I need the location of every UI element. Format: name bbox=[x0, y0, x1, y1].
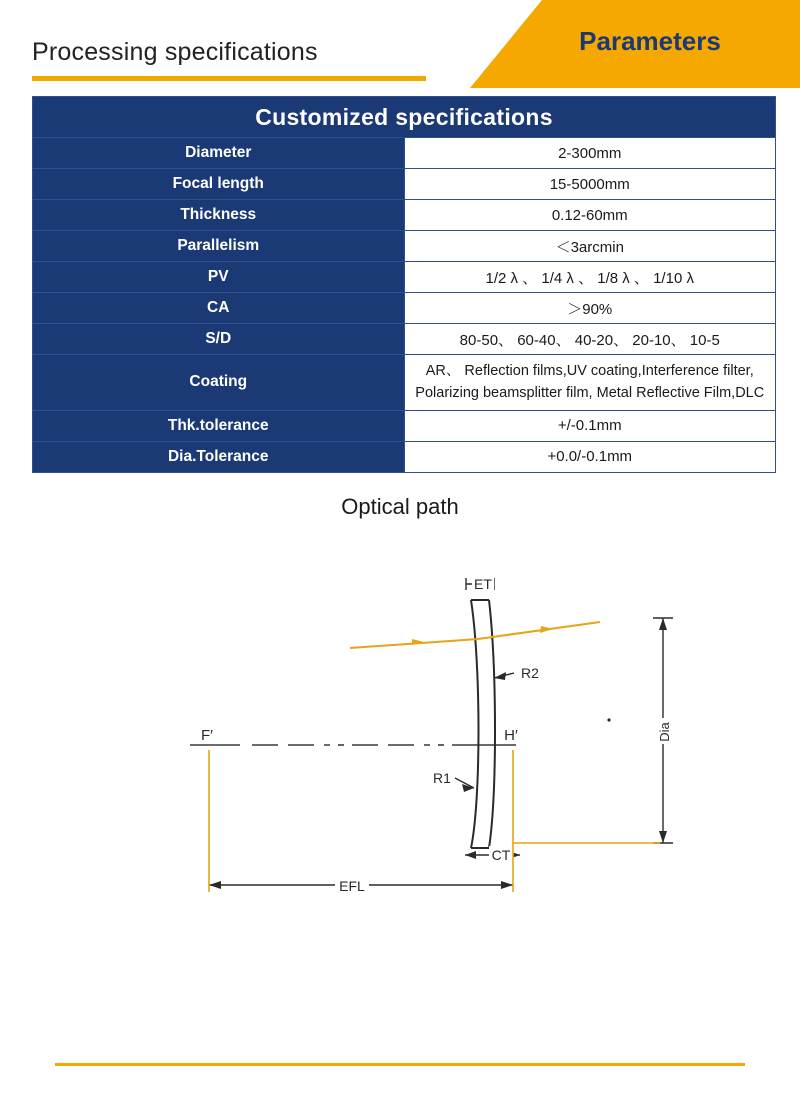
optical-path-diagram bbox=[0, 560, 800, 950]
efl-dimension bbox=[209, 750, 513, 895]
table-row bbox=[33, 231, 776, 262]
row-value-sd: 80-50、 60-40、 40-20、 20-10、 10-5 bbox=[404, 324, 776, 355]
row-label-dia-tolerance: Dia.Tolerance bbox=[33, 441, 405, 472]
table-title: Customized specifications bbox=[33, 97, 776, 138]
row-value-thk-tolerance: +/-0.1mm bbox=[404, 410, 776, 441]
table-row bbox=[33, 355, 776, 411]
et-dimension bbox=[466, 575, 494, 592]
row-label-ca: CA bbox=[33, 293, 405, 324]
title-underline bbox=[32, 76, 426, 81]
specifications-table-container bbox=[32, 96, 776, 473]
row-value-focal-length: 15-5000mm bbox=[404, 169, 776, 200]
r2-leader bbox=[494, 665, 539, 681]
row-label-coating: Coating bbox=[33, 355, 405, 411]
table-row bbox=[33, 441, 776, 472]
row-value-pv: 1/2 λ 、 1/4 λ 、 1/8 λ 、 1/10 λ bbox=[404, 262, 776, 293]
row-value-diameter: 2-300mm bbox=[404, 138, 776, 169]
label-f-prime: F′ bbox=[201, 727, 213, 744]
row-label-focal-length: Focal length bbox=[33, 169, 405, 200]
label-r1: R1 bbox=[433, 770, 451, 786]
table-header-row bbox=[33, 97, 776, 138]
row-value-coating bbox=[404, 355, 776, 411]
table-row bbox=[33, 200, 776, 231]
row-value-ca: ＞90% bbox=[404, 293, 776, 324]
table-row bbox=[33, 262, 776, 293]
dia-dimension bbox=[607, 618, 673, 843]
page-title: Processing specifications bbox=[32, 38, 318, 66]
banner-title: Parameters bbox=[579, 26, 721, 56]
row-value-thickness: 0.12-60mm bbox=[404, 200, 776, 231]
label-et: ET bbox=[474, 576, 492, 592]
f-prime-marker bbox=[201, 727, 213, 744]
row-label-thk-tolerance: Thk.tolerance bbox=[33, 410, 405, 441]
footer-divider bbox=[55, 1063, 745, 1066]
table-row bbox=[33, 138, 776, 169]
optical-path-title: Optical path bbox=[341, 494, 459, 519]
page-header bbox=[0, 0, 800, 88]
h-prime-marker bbox=[504, 727, 518, 744]
label-dia: Dia bbox=[657, 722, 672, 742]
label-efl: EFL bbox=[339, 878, 365, 894]
coating-line-2: Polarizing beamsplitter film, Metal Reflective Film,DLC bbox=[415, 385, 765, 402]
label-h-prime: H′ bbox=[504, 727, 518, 744]
label-ct: CT bbox=[491, 847, 511, 863]
row-value-dia-tolerance: +0.0/-0.1mm bbox=[404, 441, 776, 472]
specifications-table bbox=[32, 96, 776, 473]
table-row bbox=[33, 324, 776, 355]
row-label-diameter: Diameter bbox=[33, 138, 405, 169]
row-label-parallelism: Parallelism bbox=[33, 231, 405, 262]
row-label-sd: S/D bbox=[33, 324, 405, 355]
row-label-thickness: Thickness bbox=[33, 200, 405, 231]
row-value-parallelism: ＜3arcmin bbox=[404, 231, 776, 262]
coating-line-1: AR、 Reflection films,UV coating,Interference filter, bbox=[425, 363, 754, 379]
label-r2: R2 bbox=[521, 665, 539, 681]
r1-leader bbox=[433, 770, 474, 792]
row-label-pv: PV bbox=[33, 262, 405, 293]
table-row bbox=[33, 169, 776, 200]
table-row bbox=[33, 410, 776, 441]
table-row bbox=[33, 293, 776, 324]
